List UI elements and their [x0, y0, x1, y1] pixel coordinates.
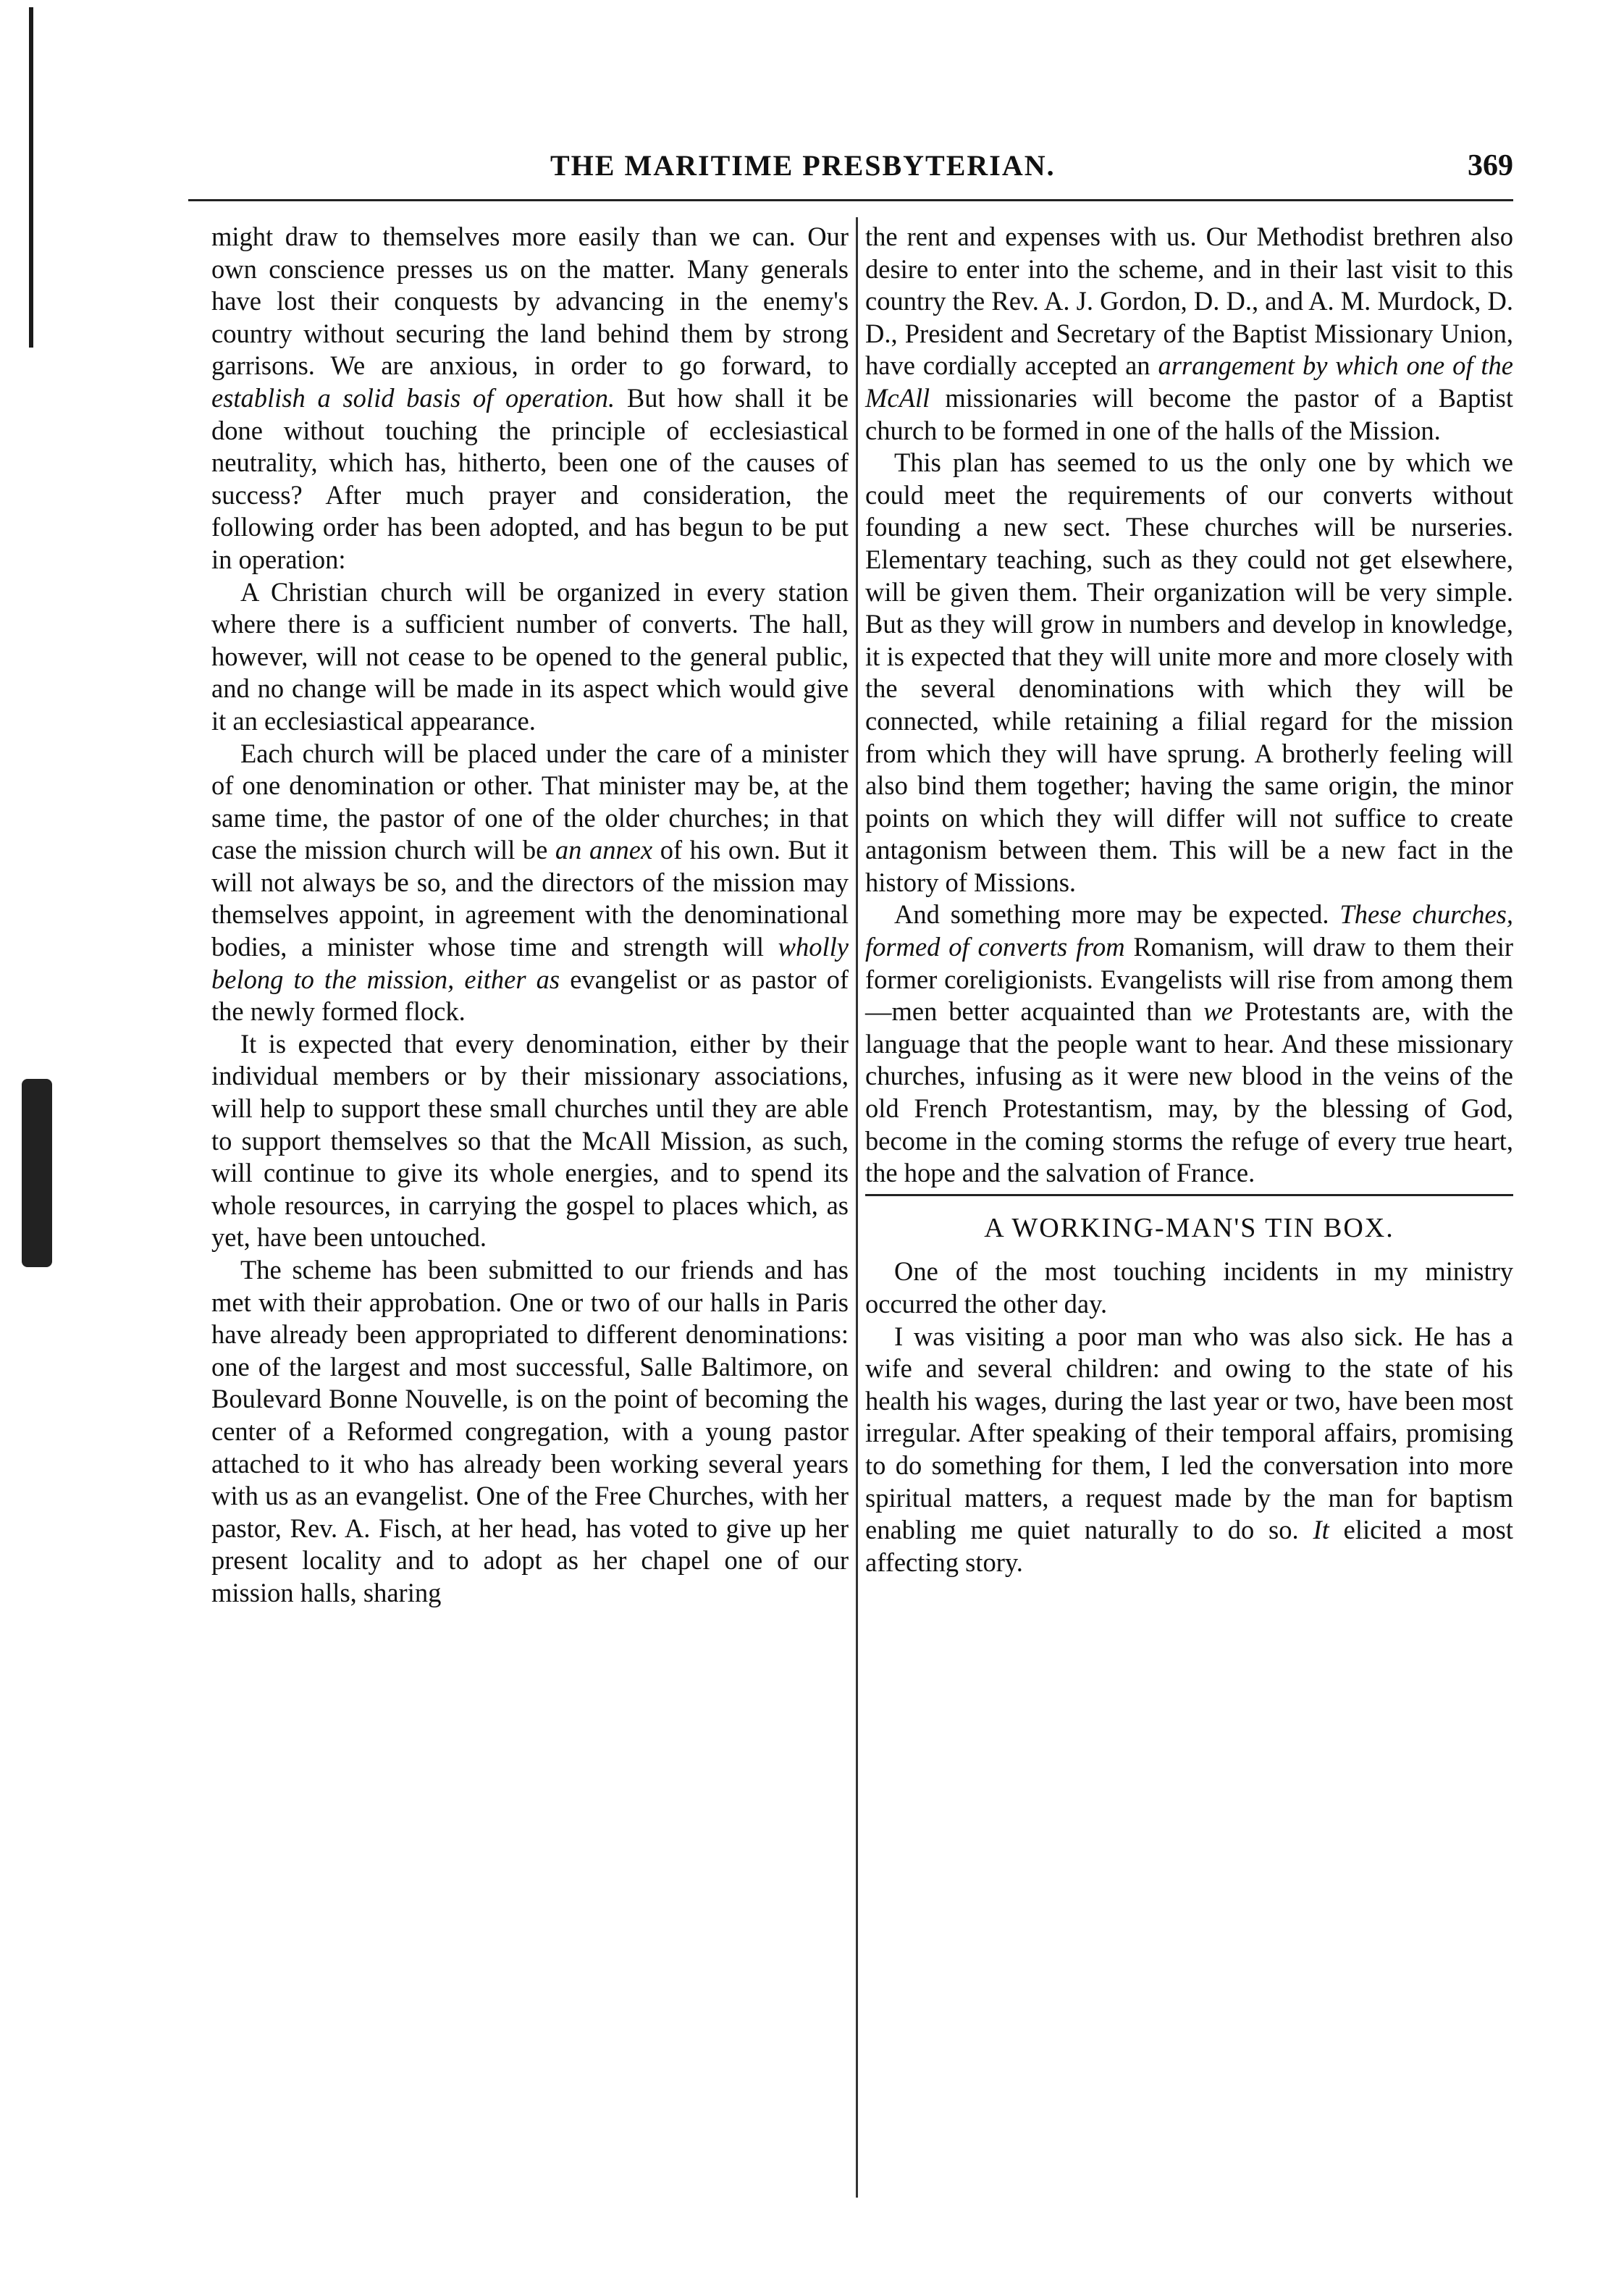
- paragraph-text: And something more may be expected.: [894, 899, 1340, 930]
- paragraph-text: missionaries will become the pastor of a Baptist church to be formed in one of the halls of the Mission.: [865, 382, 1513, 445]
- section-heading: A WORKING-MAN'S TIN BOX.: [984, 1212, 1394, 1243]
- paragraph: [865, 221, 1513, 447]
- italic-text: establish a solid basis of operation.: [211, 382, 615, 413]
- paragraph-text: evangelist or as pastor of the newly formed flock.: [211, 964, 849, 1027]
- column-divider: [856, 217, 858, 2198]
- italic-text: These churches, formed of converts from: [865, 899, 1514, 962]
- italic-text: an annex: [555, 835, 653, 865]
- paragraph-text: Romanism, will draw to them their former coreligionists. Evangelists will rise from among them—men better acquainted than: [865, 932, 1513, 1027]
- paragraph: [211, 738, 849, 1028]
- paragraph: One of the most touching incidents in my ministry occurred the other day.: [865, 1256, 1513, 1319]
- italic-text: arrangement by which one of the McAll: [865, 350, 1513, 413]
- paragraph: [211, 221, 849, 576]
- running-title: THE MARITIME PRESBYTERIAN.: [550, 149, 1056, 182]
- paragraph-text: elicited a most affecting story.: [865, 1515, 1513, 1577]
- page-number: 369: [1468, 149, 1513, 182]
- left-column: [211, 221, 849, 1610]
- paragraph-text: I was visiting a poor man who was also sick. He has a wife and several children: and owing to the state of his health his wages, during the last year or two, have been most irregular. After speaking of their temporal affairs, promising to do something for them, I led the conversation into more spiritual matters, a request made by the man for baptism enabling me quiet naturally to do so.: [865, 1321, 1513, 1545]
- binding-edge-rule: [29, 7, 33, 348]
- paragraph: [865, 1321, 1513, 1579]
- paragraph-text: Each church will be placed under the care of a minister of one denomination or other. That minister may be, at the same time, the pastor of one of the older churches; in that case the mission church will be: [211, 738, 849, 865]
- header-rule: [188, 199, 1513, 201]
- paragraph: It is expected that every denomination, either by their individual members or by their missionary associations, will help to support these small churches until they are able to support themselves so that the McAll Mission, as such, will continue to give its whole energies, and to spend its whole resources, in carrying the gospel to places which, as yet, have been untouched.: [211, 1028, 849, 1253]
- paragraph-text: But how shall it be done without touching the principle of ecclesiastical neutrality, which has, hitherto, been one of the causes of success? After much prayer and consideration, the following order has been adopted, and has begun to be put in operation:: [211, 382, 849, 574]
- paragraph-text: of his own. But it will not always be so, and the directors of the mission may themselves appoint, in agreement with the denominational bodies, a minister whose time and strength will: [211, 835, 849, 962]
- italic-text: It: [1313, 1515, 1329, 1545]
- italic-text: wholly belong to the mission, either as: [211, 932, 849, 994]
- italic-text: we: [1203, 996, 1233, 1027]
- paragraph: The scheme has been submitted to our friends and has met with their approbation. One or two of our halls in Paris have already been appropriated to different denominations: one of the largest and most successful, Salle Baltimore, on Boulevard Bonne Nouvelle, is on the point of becoming the center of a Reformed congregation, with a young pastor attached to it who has already been working several years with us as an evangelist. One of the Free Churches, with her pastor, Rev. A. Fisch, at her head, has voted to give up her present locality and to adopt as her chapel one of our mission halls, sharing: [211, 1255, 849, 1607]
- paragraph-text: Protestants are, with the language that the people want to hear. And these missionary churches, infusing as it were new blood in the veins of the old French Protestantism, may, by the blessing of God, become in the coming storms the refuge of every true heart, the hope and the salvation of France.: [865, 996, 1513, 1188]
- paragraph: This plan has seemed to us the only one by which we could meet the requirements of our converts without founding a new sect. These churches will be nurseries. Elementary teaching, such as they could not get elsewhere, will be given them. Their organization will be very simple. But as they will grow in numbers and develop in knowledge, it is expected that they will unite more and more closely with the several denominations with which they will be connected, while retaining a filial regard for the mission from which they will have sprung. A brotherly feeling will also bind them together; having the same origin, the minor points on which they will differ will not suffice to create antagonism between them. This will be a new fact in the history of Missions.: [865, 447, 1513, 897]
- page-header: [434, 148, 1513, 192]
- paragraph-text: might draw to themselves more easily than we can. Our own conscience presses us on the matter. Many generals have lost their conquests by advancing in the enemy's country without securing the land behind them by strong garrisons. We are anxious, in order to go forward, to: [211, 222, 849, 381]
- paragraph: [865, 899, 1513, 1195]
- right-column: [865, 221, 1513, 1579]
- paragraph: A Christian church will be organized in every station where there is a sufficient number of converts. The hall, however, will not cease to be opened to the general public, and no change will be made in its aspect which would give it an ecclesiastical appearance.: [211, 576, 849, 736]
- paragraph-text: the rent and expenses with us. Our Methodist brethren also desire to enter into the scheme, and in their last visit to this country the Rev. A. J. Gordon, D. D., and A. M. Murdock, D. D., President and Secretary of the Baptist Missionary Union, have cordially accepted an: [865, 222, 1513, 381]
- margin-ink-blot: [22, 1079, 52, 1267]
